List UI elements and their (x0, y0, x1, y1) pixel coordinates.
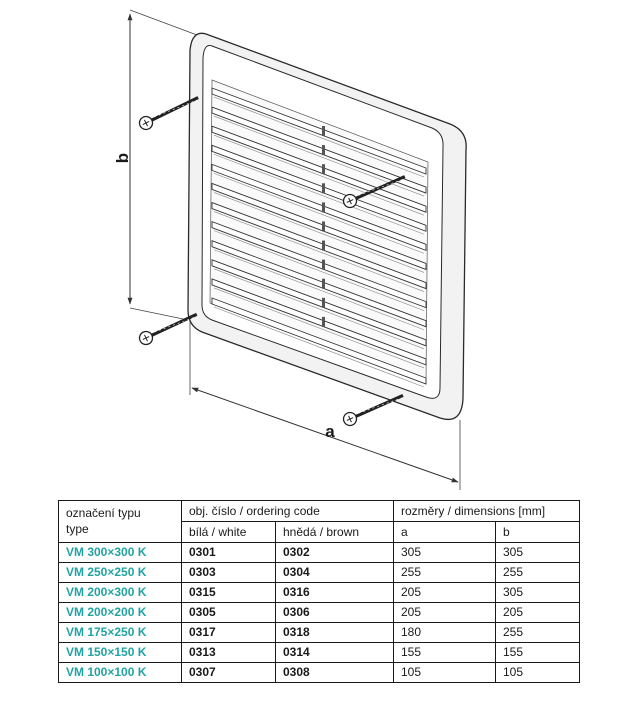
dimension-a: 255 (394, 563, 496, 583)
white-code: 0313 (182, 643, 276, 663)
table-header-row (59, 501, 580, 522)
table-row (59, 563, 580, 583)
brown-code: 0316 (276, 583, 394, 603)
brown-code: 0306 (276, 603, 394, 623)
dimension-a: 205 (394, 603, 496, 623)
white-header: bílá / white (182, 522, 276, 543)
dimension-a: 205 (394, 583, 496, 603)
louver-rib (322, 221, 325, 231)
brown-code: 0304 (276, 563, 394, 583)
dimension-a: 105 (394, 663, 496, 683)
louver-rib (322, 164, 325, 174)
type-header (59, 501, 182, 543)
white-code: 0307 (182, 663, 276, 683)
ordering-code-header: obj. číslo / ordering code (182, 501, 394, 522)
louver-rib (322, 183, 325, 193)
dimension-b: 105 (496, 663, 580, 683)
dimensions-header: rozměry / dimensions [mm] (394, 501, 580, 522)
table-row (59, 583, 580, 603)
type-code: VM 200×300 K (59, 583, 182, 603)
type-code: VM 250×250 K (59, 563, 182, 583)
type-code: VM 300×300 K (59, 543, 182, 563)
table-row (59, 643, 580, 663)
specification-table (58, 500, 580, 683)
louver-rib (322, 279, 325, 289)
dimension-b: 305 (496, 543, 580, 563)
brown-code: 0318 (276, 623, 394, 643)
brown-code: 0314 (276, 643, 394, 663)
type-header-line2: type (66, 522, 89, 536)
type-header-line1: označení typu (66, 506, 141, 520)
table-row (59, 623, 580, 643)
louver-rib (322, 202, 325, 212)
dimension-b-label: b (113, 152, 132, 164)
dimension-b: 255 (496, 563, 580, 583)
white-code: 0303 (182, 563, 276, 583)
dimension-a: 155 (394, 643, 496, 663)
white-code: 0317 (182, 623, 276, 643)
dimension-b: 205 (496, 603, 580, 623)
white-code: 0315 (182, 583, 276, 603)
louver-rib (322, 298, 325, 308)
brown-code: 0308 (276, 663, 394, 683)
a-header: a (394, 522, 496, 543)
dimension-a-label: a (325, 422, 335, 441)
dimension-b: 305 (496, 583, 580, 603)
louver-rib (322, 241, 325, 251)
b-header: b (496, 522, 580, 543)
dimension-a: 305 (394, 543, 496, 563)
type-code: VM 150×150 K (59, 643, 182, 663)
brown-code: 0302 (276, 543, 394, 563)
table-row (59, 663, 580, 683)
dimension-b: 255 (496, 623, 580, 643)
louver-rib (322, 126, 325, 136)
louver-rib (322, 260, 325, 270)
dimension-a: 180 (394, 623, 496, 643)
white-code: 0301 (182, 543, 276, 563)
table-row (59, 603, 580, 623)
table-row (59, 543, 580, 563)
louver-rib (322, 145, 325, 155)
white-code: 0305 (182, 603, 276, 623)
type-code: VM 175×250 K (59, 623, 182, 643)
type-code: VM 200×200 K (59, 603, 182, 623)
dimension-b: 155 (496, 643, 580, 663)
louver-rib (322, 317, 325, 327)
brown-header: hnědá / brown (276, 522, 394, 543)
type-code: VM 100×100 K (59, 663, 182, 683)
